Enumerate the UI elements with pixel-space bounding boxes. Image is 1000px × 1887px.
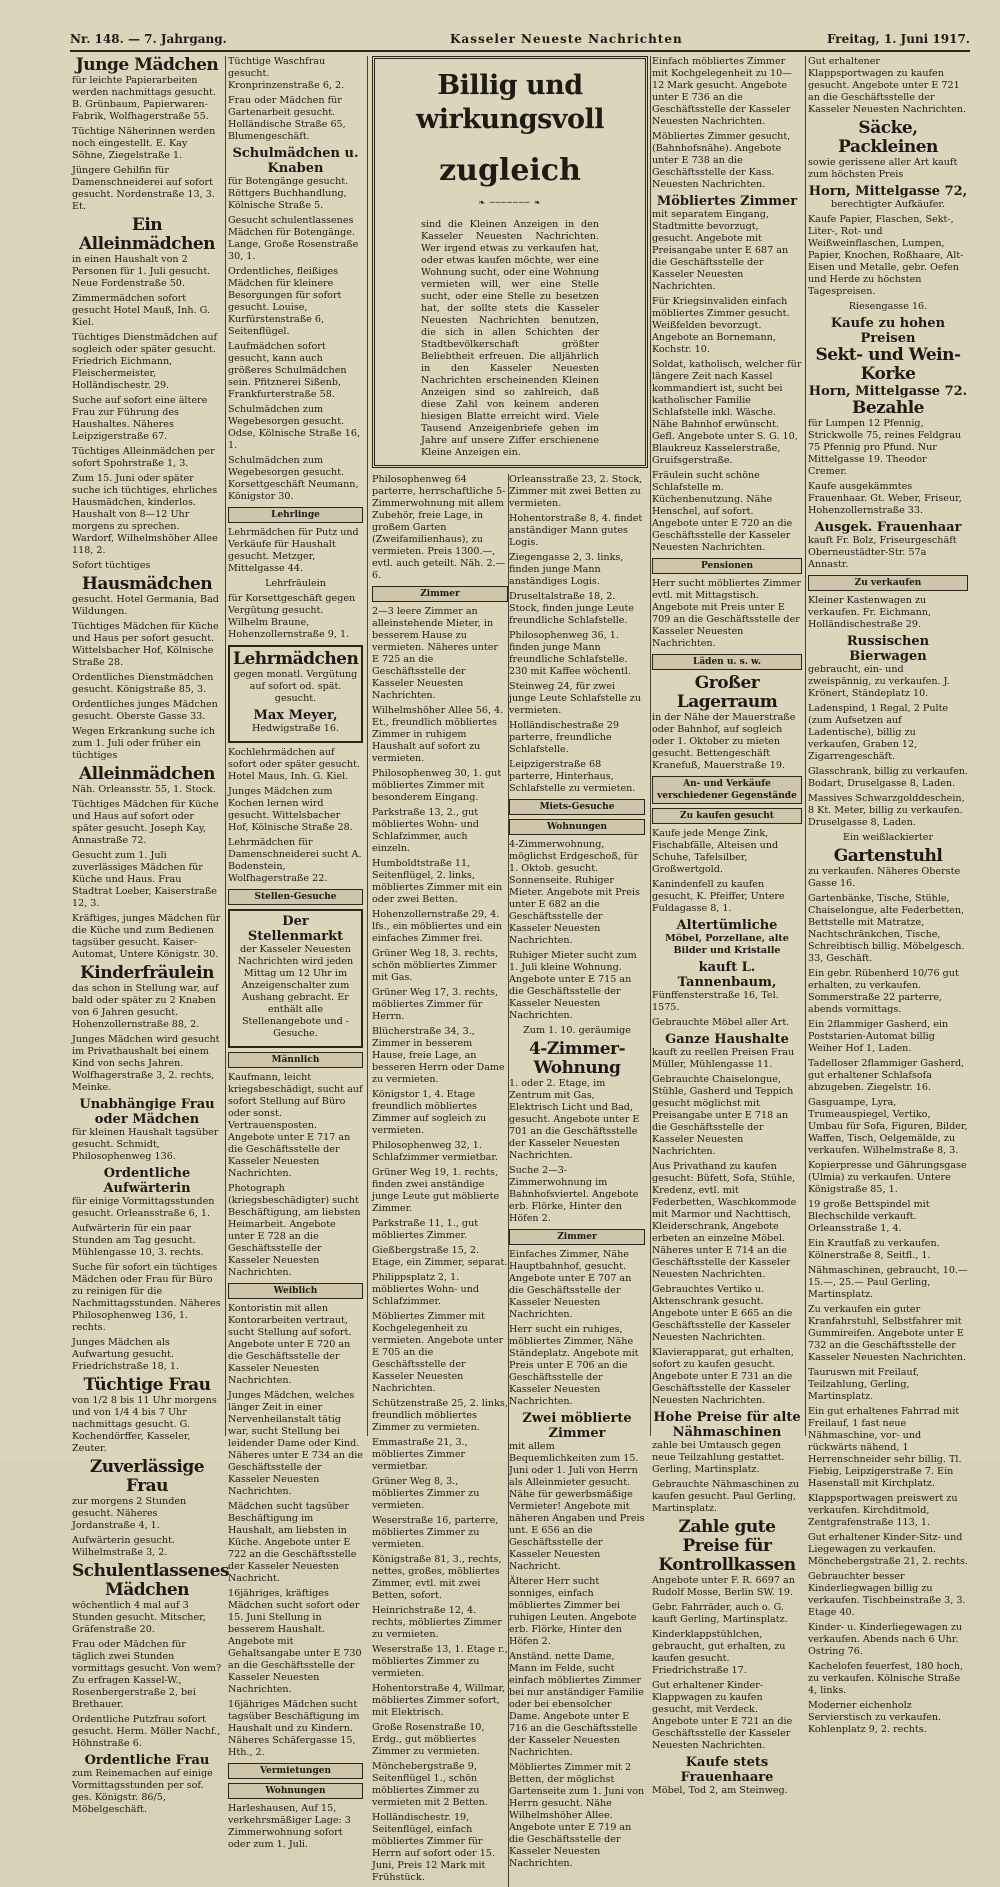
ad-text: Riesengasse 16. (848, 301, 928, 312)
ad-text: Nähmaschinen, gebraucht, 10.—15.—, 25.— Paul Gerling, Martinsplatz. (808, 1265, 968, 1300)
ad-subheading: kauft L. Tannenbaum, (677, 960, 777, 990)
ad-text: Kaufe ausgekämmtes Frauenhaar. Gt. Weber, Friseur, Hohenzollernstraße 33. (808, 481, 962, 516)
ad-text: Schulmädchen zum Wegebesorgen gesucht. Korsettgeschäft Neumann, Königstor 30. (228, 455, 359, 502)
column-divider (225, 56, 226, 1436)
ad-text: in der Nähe der Mauerstraße oder Bahnhof, auf sogleich oder 1. Oktober zu mieten gesucht. Bettengeschäft Kranefuß, Mauerstraße 19. (652, 712, 796, 771)
issue-date: Freitag, 1. Juni 1917. (826, 32, 970, 46)
ad-text: 16jähriges, kräftiges Mädchen sucht sofort oder 15. Juni Stellung in besserem Haushalt. Angebote mit Gehaltsangabe unter E 730 an die Geschäftsstelle der Kasseler Neuesten Nachrichten. (228, 1588, 362, 1695)
ad-text: Blücherstraße 34, 3., Zimmer in besserem Hause, freie Lage, an besseren Herrn oder Dame zu vermieten. (372, 1026, 505, 1085)
ad-text: Aufwärterin für ein paar Stunden am Tag gesucht. Mühlengasse 10, 3. rechts. (72, 1223, 204, 1258)
ad-text: Philosophenweg 64 parterre, herrschaftliche 5-Zimmerwohnung mit allem Zubehör, freie Lage, in großem Garten (Zweifamilienhaus), zu vermieten. Preis 1300.—, evtl. auch geteilt. Näh. 2.—6. (372, 474, 506, 581)
ad-text: Photograph (kriegsbeschädigter) sucht Beschäftigung, am liebsten Heimarbeit. Angebote unter E 728 an die Geschäftsstelle der Kasseler Neuesten Nachrichten. (228, 1183, 361, 1278)
ad-text: Gut erhaltener Kinder-Sitz- und Liegewagen zu verkaufen. Mönchebergstraße 21, 2. rechts. (808, 1532, 968, 1567)
ad-text: Hohentorstraße 8, 4. findet anständiger Mann gutes Logis. (509, 513, 643, 548)
ad-text: Grüner Weg 17, 3. rechts, möbliertes Zimmer für Herrn. (372, 987, 499, 1022)
ad-text: Parkstraße 13, 2., gut möbliertes Wohn- und Schlafzimmer, auch einzeln. (372, 807, 480, 854)
ad-subheading: Ganze Haushalte (665, 1032, 789, 1047)
ad-text: Herr sucht möbliertes Zimmer evtl. mit Mittagstisch. Angebote mit Preis unter E 709 an die Geschäftsstelle der Kasseler Neuesten Nachrichten. (652, 578, 801, 649)
ad-text: Zu verkaufen ein guter Kranfahrstuhl, Selbstfahrer mit Gummireifen. Angebote unter E 732 an die Geschäftsstelle der Kasseler Neuesten Nachrichten. (808, 1304, 967, 1363)
ad-text: Kanindenfell zu kaufen gesucht, K. Pfeiffer, Untere Fuldagasse 8, 1. (652, 879, 785, 914)
ad-text: Tüchtiges Mädchen für Küche und Haus auf sofort oder später gesucht. Joseph Kay, Annastraße 72. (72, 799, 219, 846)
ad-text: Weserstraße 16, parterre, möbliertes Zimmer zu vermieten. (372, 1515, 499, 1550)
ad-text: mit separatem Eingang, Stadtmitte bevorzugt, gesucht. Angebote mit Preisangabe unter E 687 an die Geschäftsstelle der Kasseler Neuesten Nachrichten. (652, 209, 789, 292)
ad-text: Massives Schwarzgolddeschein, 8 Kt. Meter, billig zu verkaufen. Druselgasse 8, Laden. (808, 793, 965, 828)
ad-subheading: Horn, Mittelgasse 72. (808, 384, 968, 399)
ad-text: Hohentorstraße 4, Willmar, möbliertes Zimmer sofort, mit Elektrisch. (372, 1683, 506, 1718)
ad-text: Frau oder Mädchen für Gartenarbeit gesucht. Holländische Straße 65, Blumengeschäft. (228, 95, 346, 142)
ad-text: der Kasseler Neuesten Nachrichten wird jeden Mittag um 12 Uhr im Anzeigenschalter zum Aushang gebracht. Er enthält alle Stellenangebote und -Gesuche. (237, 944, 354, 1039)
ad-text: Junges Mädchen, welches länger Zeit in einer Nervenheilanstalt tätig war, sucht Stellung bei leidender Dame oder Kind. Näheres unter E 734 an die Geschäftsstelle der Kasseler Neuesten Nachrichten. (228, 1390, 363, 1497)
ad-text: Ordentliche Putzfrau sofort gesucht. Herm. Möller Nachf., Höhnstraße 6. (72, 1714, 221, 1749)
column-4 (652, 56, 802, 1796)
column-5 (808, 56, 968, 1735)
ad-heading: Ein Alleinmädchen (78, 215, 216, 254)
ad-text: Schützenstraße 25, 2. links, freundlich möbliertes Zimmer zu vermieten. (372, 1398, 508, 1433)
ad-text: Fünffensterstraße 16, Tel. 1575. (652, 990, 779, 1013)
section-header: Wohnungen (509, 819, 645, 835)
ad-text: 1. oder 2. Etage, im Zentrum mit Gas, Elektrisch Licht und Bad, gesucht. Angebote unter E 701 an die Geschäftsstelle der Kasseler Neuesten Nachrichten. (509, 1078, 640, 1161)
ad-heading: Gartenstuhl (833, 846, 943, 866)
ad-subheading: Kaufe zu hohen Preisen (830, 316, 946, 346)
ad-text: Möbliertes Zimmer mit 2 Betten, der möglichst Gartenseite zum 1. Juni von Herrn gesucht. Nähe Wilhelmshöher Allee. Angebote unter E 719 an die Geschäftsstelle der Kasseler Neuesten Nachrichten. (509, 1762, 645, 1869)
section-header: Zu verkaufen (808, 575, 968, 591)
column-3b (509, 474, 645, 1887)
ad-text: Grüner Weg 8, 3., möbliertes Zimmer zu vermieten. (372, 1476, 480, 1511)
ad-text: von 1/2 8 bis 11 Uhr morgens und von 1/4 4 bis 7 Uhr nachmittags gesucht. G. Kochendörffer, Kasseler, Zeuter. (72, 1395, 217, 1454)
ad-text: Hedwigstraße 16. (251, 723, 340, 734)
ad-text: Philippsplatz 2, 1. möbliertes Wohn- und Schlafzimmer. (372, 1272, 480, 1307)
issue-number: Nr. 148. — 7. Jahrgang. (70, 32, 227, 46)
section-header: Wohnungen (228, 1783, 363, 1799)
ad-text: Kopierpresse und Gährungsgase (Ulmia) zu verkaufen. Untere Königstraße 85, 1. (808, 1160, 967, 1195)
ad-text: Philosophenweg 32, 1. Schlafzimmer vermietbar. (372, 1140, 498, 1163)
ad-text: Ordentliches, fleißiges Mädchen für kleinere Besorgungen für sofort gesucht. Louise, Kurfürstenstraße 6, Seitenflügel. (228, 266, 342, 337)
ad-text: Gebrauchter besser Kinderliegwagen billig zu verkaufen. Tischbeinstraße 3, 3. Etage 40. (808, 1571, 966, 1618)
ad-text: Ruhiger Mieter sucht zum 1. Juli kleine Wohnung. Angebote unter E 715 an die Geschäftsstelle der Kasseler Neuesten Nachrichten. (509, 950, 637, 1021)
ad-text: Lehrmädchen für Putz und Verkäufe für Haushalt gesucht. Metzger, Mittelgasse 44. (228, 527, 359, 574)
masthead (70, 28, 970, 50)
ad-text: Anständ. nette Dame, Mann im Felde, sucht einfach möbliertes Zimmer bei nur anständiger Familie oder bei ebensolcher Dame. Angebote unter E 716 an die Geschäftsstelle der Kasseler Neuesten Nachrichten. (509, 1651, 644, 1758)
feature-text: sind die Kleinen Anzeigen in den Kasseler Neuesten Nachrichten. Wer irgend etwas zu verkaufen hat, oder etwas kaufen möchte, wer eine Wohnung sucht, oder eine Wohnung vermieten will, wer eine Stelle sucht, oder eine Stelle zu besetzen hat, der sollte stets die Kasseler Neuesten Nachrichten benutzen, die sich in allen Schichten der Stadtbevölkerschaft größter Beliebtheit erfreuen. Die alljährlich in den Kasseler Neuesten Nachrichten erscheinenden Kleinen Anzeigen sind so zahlreich, daß diese Zahl von keinem anderen hiesigen Blatte erreicht wird. Viele Tausend Anzeigenbriefe gehen im Jahre auf unsere Ziffer erschienene Kleine Anzeigen ein. (421, 219, 599, 458)
column-divider (650, 56, 651, 1436)
ad-text: zahle bei Umtausch gegen neue Teilzahlung gestattet. Gerling, Martinsplatz. (652, 1440, 785, 1475)
ad-text: Weserstraße 13, 1. Etage r., möbliertes Zimmer zu vermieten. (372, 1644, 508, 1679)
section-header: Weiblich (228, 1283, 363, 1299)
ad-text: für Korsettgeschäft gegen Vergütung gesucht. Wilhelm Braune, Hohenzollernstraße 9, 1. (228, 593, 356, 640)
ornament-divider: ❧ ─────── ❧ (478, 198, 542, 207)
column-divider (367, 56, 368, 1436)
ad-text: Aus Privathand zu kaufen gesucht: Büfett, Sofa, Stühle, Kredenz, evtl. mit Federbetten, Waschkommode mit Marmor und Nachttisch, Kleiderschrank, Angebote erbeten an einzelne Möbel. Näheres unter E 714 an die Geschäftsstelle der Kasseler Neuesten Nachrichten. (652, 1161, 797, 1280)
ad-text: Kontoristin mit allen Kontorarbeiten vertraut, sucht Stellung auf sofort. Angebote unter E 720 an die Geschäftsstelle der Kasseler Neuesten Nachrichten. (228, 1303, 352, 1386)
ad-text: kauft Fr. Bolz, Friseurgeschäft Oberneustädter-Str. 57a Annastr. (808, 535, 957, 570)
ad-text: 16jähriges Mädchen sucht tagsüber Beschäftigung im Haushalt und zu Kindern. Näheres Schäfergasse 15, Hth., 2. (228, 1699, 360, 1758)
ad-text: Kaufe Papier, Flaschen, Sekt-, Liter-, Rot- und Weißweinflaschen, Lumpen, Papier, Knochen, Roßhaare, Alt-Eisen und Metalle, gebr. Oefen und Herde zu höchsten Tagespreisen. (808, 214, 964, 297)
section-header: Männlich (228, 1052, 363, 1068)
boxed-ad (228, 645, 363, 743)
ad-text: Steinweg 24, für zwei junge Leute Schlafstelle zu vermieten. (509, 681, 642, 716)
ad-text: für kleinen Haushalt tagsüber gesucht. Schmidt, Philosophenweg 136. (72, 1127, 219, 1162)
ad-text: Gebrauchtes Vertiko u. Aktenschrank gesucht. Angebote unter E 665 an die Geschäftsstelle der Kasseler Neuesten Nachrichten. (652, 1284, 793, 1343)
ad-text: Ziegengasse 2, 3. links, finden junge Mann anständiges Logis. (509, 552, 624, 587)
ad-text: mit allem Bequemlichkeiten zum 15. Juni oder 1. Juli von Herrn als Alleinmieter gesucht. Nähe für gewerbsmäßige Vermieter! Angebote mit näheren Angaben und Preis unt. E 656 an die Geschäftsstelle der Kasseler Neuesten Nachricht. (509, 1441, 645, 1572)
feature-headline: Billig und wirkungsvoll (416, 70, 604, 135)
ad-text: 19 große Bettspindel mit Blechschilde verkauft. Orleansstraße 1, 4. (808, 1199, 930, 1234)
ad-text: Angebote unter F. R. 6697 an Rudolf Mosse, Berlin SW. 19. (652, 1575, 795, 1598)
ad-heading: Zahle gute Preise für Kontrollkassen (658, 1517, 796, 1575)
section-header: Zimmer (372, 586, 508, 602)
ad-text: Möbliertes Zimmer gesucht, (Bahnhofsnähe). Angebote unter E 738 an die Geschäftsstelle der Kass. Neuesten Nachrichten. (652, 131, 791, 190)
section-header: Läden u. s. w. (652, 654, 802, 670)
ad-text: Möbel, Porzellane, alte Bilder und Kristalle (665, 933, 789, 956)
ad-text: Gesucht zum 1. Juli zuverlässiges Mädchen für Küche und Haus. Frau Stadtrat Loeber, Kaiserstraße 12, 3. (72, 850, 217, 909)
ad-text: Gießbergstraße 15, 2. Etage, ein Zimmer, separat. (372, 1245, 508, 1268)
ad-text: Suche auf sofort eine ältere Frau zur Führung des Haushaltes. Näheres Leipzigerstraße 67. (72, 395, 208, 442)
column-divider (805, 56, 806, 1436)
ad-text: Junges Mädchen als Aufwartung gesucht. Friedrichstraße 18, 1. (72, 1337, 180, 1372)
ad-text: Für Kriegsinvaliden einfach möbliertes Zimmer gesucht. Weißfelden bevorzugt. Angebote an Bornemann, Kochstr. 10. (652, 296, 790, 355)
ad-subheading: Horn, Mittelgasse 72, (808, 184, 968, 199)
section-header: Stellen-Gesuche (228, 889, 363, 905)
boxed-ad (228, 909, 363, 1048)
ad-heading: Schulentlassenes Mädchen (72, 1561, 230, 1600)
ad-text: Wegen Erkrankung suche ich zum 1. Juli oder früher ein tüchtiges (72, 726, 216, 761)
ad-text: Kinderklappstühlchen, gebraucht, gut erhalten, zu kaufen gesucht. Friedrichstraße 17. (652, 1629, 786, 1676)
ad-text: Humboldtstraße 11, Seitenflügel, 2. links, möbliertes Zimmer mit ein oder zwei Betten. (372, 858, 503, 905)
ad-text: Leipzigerstraße 68 parterre, Hinterhaus, Schlafstelle zu vermieten. (509, 759, 636, 794)
ad-heading: Hausmädchen (81, 574, 213, 594)
ad-text: Kleiner Kastenwagen zu verkaufen. Fr. Eichmann, Holländischestraße 29. (808, 595, 932, 630)
ad-text: Tüchtiges Alleinmädchen per sofort Spohrstraße 1, 3. (72, 446, 215, 469)
ad-text: Kachelofen feuerfest, 180 hoch, zu verkaufen. Kölnische Straße 4, links. (808, 1661, 964, 1696)
ad-text: Königstraße 81, 3., rechts, nettes, großes, möbliertes Zimmer, evtl. mit zwei Betten, sofort. (372, 1554, 502, 1601)
ad-subheading: Kaufe stets Frauenhaare (680, 1755, 774, 1785)
column-3 (372, 56, 648, 1883)
ad-heading: Zuverlässige Frau (89, 1457, 205, 1496)
ad-text: Grüner Weg 19, 1. rechts, finden zwei anständige junge Leute gut möblierte Zimmer. (372, 1167, 500, 1214)
ad-text: Einfach möbliertes Zimmer mit Kochgelegenheit zu 10—12 Mark gesucht. Angebote unter E 736 an die Geschäftsstelle der Kasseler Neuesten Nachrichten. (652, 56, 792, 127)
ad-text: Holländischestr. 19, Seitenflügel, einfach möbliertes Zimmer für Herrn auf sofort oder 15. Juni, Preis 12 Mark mit Frühstück. (372, 1812, 495, 1883)
ad-text: für Lumpen 12 Pfennig, Strickwolle 75, reines Feldgrau 75 Pfennig pro Pfund. Nur Mittelgasse 19. Theodor Cremer. (808, 418, 962, 477)
ad-text: Laufmädchen sofort gesucht, kann auch größeres Schulmädchen sein. Pfitznerei Sißenb, Frankfurterstraße 58. (228, 341, 347, 400)
ad-text: Gut erhaltener Kinder-Klappwagen zu kaufen gesucht, mit Verdeck. Angebote unter E 721 an die Geschäftsstelle der Kasseler Neuesten Nachrichten. (652, 1680, 793, 1751)
ad-text: Ordentliches junges Mädchen gesucht. Oberste Gasse 33. (72, 699, 218, 722)
section-header: Zimmer (509, 1229, 645, 1245)
ad-text: Lehrfräulein (265, 578, 326, 589)
ad-heading: 4-Zimmer-Wohnung (528, 1039, 626, 1078)
ad-text: Tadelloser 2flammiger Gasherd, gut erhaltener Schlafsofa abzugeben. Ziegelstr. 16. (808, 1058, 965, 1093)
ad-text: Philosophenweg 30, 1. gut möbliertes Zimmer mit besonderem Eingang. (372, 768, 502, 803)
ad-text: berechtigter Aufkäufer. (830, 199, 946, 210)
ad-text: Ein weißlackierter (842, 832, 934, 843)
ad-text: gesucht. Hotel Germania, Bad Wildungen. (72, 594, 219, 617)
ad-text: Junges Mädchen wird gesucht im Privathaushalt bei einem Kind von sechs Jahren. Wolfhagerstraße 3, 2. rechts, Meinke. (72, 1034, 220, 1093)
ad-text: Ordentliches Dienstmädchen gesucht. Königstraße 85, 3. (72, 672, 214, 695)
newspaper-title: Kasseler Neueste Nachrichten (450, 32, 683, 46)
feature-ad-box (372, 56, 648, 468)
ad-text: Gasguampe, Lyra, Trumeauspiegel, Vertiko, Umbau für Sofa, Figuren, Bilder, Waffen, Tisch, Oelgemälde, zu verkaufen. Wilhelmstraße 8, 3. (808, 1097, 968, 1156)
ad-subheading: Zwei möblierte Zimmer (522, 1411, 632, 1441)
ad-text: Lehrmädchen für Damenschneiderei sucht A. Bodenstein, Wolfhagerstraße 22. (228, 837, 362, 884)
ad-text: sowie gerissene aller Art kauft zum höchsten Preis (808, 157, 958, 180)
ad-text: Sofort tüchtiges (72, 560, 151, 571)
ad-text: 2—3 leere Zimmer an alleinstehende Mieter, in besserem Hause zu vermieten. Näheres unter E 725 an die Geschäftsstelle der Kasseler Neuesten Nachrichten. (372, 606, 499, 701)
ad-text: Gut erhaltener Klappsportwagen zu kaufen gesucht. Angebote unter E 721 an die Geschäftsstelle der Kasseler Neuesten Nachrichten. (808, 56, 967, 115)
ad-text: Mönchebergstraße 9, Seitenflügel 1., schön möbliertes Zimmer zu vermieten mit 2 Betten. (372, 1761, 488, 1808)
ad-text: Holländischestraße 29 parterre, freundliche Schlafstelle. (509, 720, 619, 755)
section-header: An- und Verkäufe verschiedener Gegenstände (652, 776, 802, 804)
column-3-subcolumns (372, 474, 648, 1887)
ad-text: Fräulein sucht schöne Schlafstelle m. Küchenbenutzung. Nähe Henschel, auf sofort. Angebote unter E 720 an die Geschäftsstelle der Kasseler Neuesten Nachrichten. (652, 470, 793, 553)
ad-text: zur morgens 2 Stunden gesucht. Näheres Jordanstraße 4, 1. (72, 1496, 187, 1531)
ad-text: Ein gut erhaltenes Fahrrad mit Freilauf, 1 fast neue Nähmaschine, vor- und rückwärts nähend, 1 Herrenschneider sehr billig. Tl. Fiebig, Leipzigerstraße 7. Ein Hasenstall mit Kirchplatz. (808, 1406, 962, 1489)
ad-text: Tüchtige Näherinnen werden noch eingestellt. E. Kay Söhne, Ziegelstraße 1. (72, 126, 216, 161)
ad-subheading: Möbliertes Zimmer (656, 194, 798, 209)
ad-text: Emmastraße 21, 3., möbliertes Zimmer vermietbar. (372, 1437, 468, 1472)
ad-text: Älterer Herr sucht sonniges, einfach möbliertes Zimmer bei ruhigen Leuten. Angebote erb. Flörke, Hinter den Höfen 2. (509, 1576, 637, 1647)
ad-text: Klavierapparat, gut erhalten, sofort zu kaufen gesucht. Angebote unter E 731 an die Geschäftsstelle der Kasseler Neuesten Nachrichten. (652, 1347, 794, 1406)
ad-heading: Säcke, Packleinen (838, 118, 938, 157)
ad-text: Ladenspind, 1 Regal, 2 Pulte (zum Aufsetzen auf Ladentische), billig zu verkaufen, Graben 12, Zigarrengeschäft. (808, 703, 949, 762)
ad-text: zum Reinemachen auf einige Vormittagsstunden per sof. ges. Königstr. 86/5, Möbelgeschäft. (72, 1768, 213, 1815)
ad-text: in einen Haushalt von 2 Personen für 1. Juli gesucht. Neue Fordenstraße 50. (72, 254, 211, 289)
ad-heading: Alleinmädchen (78, 764, 216, 784)
ad-heading: Tüchtige Frau (83, 1375, 211, 1395)
ad-text: Moderner eichenholz Servierstisch zu verkaufen. Kohlenplatz 9, 2. rechts. (808, 1700, 942, 1735)
ad-text: Schulmädchen zum Wegebesorgen gesucht. Odse, Kölnische Straße 16, 1. (228, 404, 361, 451)
ad-text: Zum 15. Juni oder später suche ich tüchtiges, ehrliches Hausmädchen, kinderlos. Haushalt von 8—12 Uhr morgens zu sprechen. Wardorf, Wilhelmshöher Allee 118, 2. (72, 473, 218, 556)
ad-text: Gesucht schulentlassenes Mädchen für Botengänge. Lange, Große Rosenstraße 30, 1. (228, 215, 359, 262)
ad-text: Hohenzollernstraße 29, 4. lfs., ein möbliertes und ein einfaches Zimmer frei. (372, 909, 503, 944)
ad-text: Gartenbänke, Tische, Stühle, Chaiselongue, alte Federbetten, Bettstelle mit Matratze, Nachtschränkchen, Tische, Schreibtisch billig. Möbelgesch. 33, Geschäft. (808, 893, 965, 964)
column-2 (228, 56, 363, 1850)
ad-text: zu verkaufen. Näheres Oberste Gasse 16. (808, 866, 961, 889)
ad-text: Parkstraße 11, 1., gut möbliertes Zimmer. (372, 1218, 479, 1241)
ad-text: Kaufe jede Menge Zink, Fischabfälle, Alteisen und Schuhe, Tafelsilber, Großwertgold. (652, 828, 779, 875)
ad-subheading: Altertümliche (676, 918, 778, 933)
ad-text: Grüner Weg 18, 3. rechts, schön möbliertes Zimmer mit Gas. (372, 948, 499, 983)
ad-text: Ein 2flammiger Gasherd, ein Poststarien-Automat billig Weiher Hof 1, Laden. (808, 1019, 949, 1054)
ad-heading: Bezahle (852, 398, 924, 418)
ad-text: Heinrichstraße 12, 4. rechts, möbliertes Zimmer zu vermieten. (372, 1605, 502, 1640)
ad-text: 4-Zimmerwohnung, möglichst Erdgeschoß, für 1. Oktob. gesucht. Sonnenseite. Ruhiger Mieter. Angebote mit Preis unter E 682 an die Geschäftsstelle der Kasseler Neuesten Nachrichten. (509, 839, 640, 946)
ad-text: für leichte Papierarbeiten werden nachmittags gesucht. B. Grünbaum, Papierwaren-Fabrik, Wolfhagerstraße 55. (72, 75, 217, 122)
ad-text: Möbliertes Zimmer mit Kochgelegenheit zu vermieten. Angebote unter E 705 an die Geschäftsstelle der Kasseler Neuesten Nachrichten. (372, 1311, 504, 1394)
ad-text: für einige Vormittagsstunden gesucht. Orleansstraße 6, 1. (72, 1196, 215, 1219)
ad-text: Mädchen sucht tagsüber Beschäftigung im Haushalt, am liebsten in Küche. Angebote unter E 722 an die Geschäftsstelle der Kasseler Neuesten Nachricht. (228, 1501, 357, 1584)
ad-text: Gebr. Fahrräder, auch o. G. kauft Gerling, Martinsplatz. (652, 1602, 788, 1625)
ad-text: Tüchtige Waschfrau gesucht. Kronprinzenstraße 6, 2. (228, 56, 345, 91)
ad-text: Glasschrank, billig zu verkaufen. Bodart, Druselgasse 8, Laden. (808, 766, 968, 789)
ad-text: Tauruswn mit Freilauf, Teilzahlung, Gerling, Martinsplatz. (808, 1367, 919, 1402)
ad-heading: Junge Mädchen (75, 55, 219, 75)
ad-subheading: Ordentliche Aufwärterin (103, 1166, 191, 1196)
ad-text: Soldat, katholisch, welcher für längere Zeit nach Kassel kommandiert ist, sucht bei katholischer Familie Schlafstelle inkl. Wäsche. Nähe Bahnhof erwünscht. Gefl. Angebote unter S. G. 10, Blaukreuz Kasselerstraße, Gruifsgerstraße. (652, 359, 802, 466)
section-header: Vermietungen (228, 1763, 363, 1779)
ad-text: Zimmermädchen sofort gesucht Hotel Mauß, Inh. G. Kiel. (72, 293, 211, 328)
ad-text: Suche für sofort ein tüchtiges Mädchen oder Frau für Büro zu reinigen für die Nachmittagsstunden. Näheres Philosophenweg 136, 1. rechts. (72, 1262, 221, 1333)
section-header: Lehrlinge (228, 507, 363, 523)
ad-text: Herr sucht ein ruhiges, möbliertes Zimmer, Nähe Ständeplatz. Angebote mit Preis unter E 706 an die Geschäftsstelle der Kasseler Neuesten Nachrichten. (509, 1324, 639, 1407)
ad-subheading: Unabhängige Frau oder Mädchen (79, 1097, 215, 1127)
ad-text: für Botengänge gesucht. Röttgers Buchhandlung, Kölnische Straße 5. (228, 176, 349, 211)
ad-subheading: Max Meyer, (253, 708, 338, 723)
ad-text: Möbel, Tod 2, am Steinweg. (652, 1785, 788, 1796)
ad-text: Aufwärterin gesucht. Wilhelmstraße 3, 2. (72, 1535, 175, 1558)
section-header: Pensionen (652, 558, 802, 574)
ad-text: Königstor 1, 4. Etage freundlich möbliertes Zimmer auf sogleich zu vermieten. (372, 1089, 487, 1136)
ad-subheading: Ordentliche Frau (84, 1753, 210, 1768)
ad-text: Kaufmann, leicht kriegsbeschädigt, sucht auf sofort Stellung auf Büro oder sonst. Vertrauensposten. Angebote unter E 717 an die Geschäftsstelle der Kasseler Neuesten Nachrichten. (228, 1072, 363, 1179)
ad-heading: Lehrmädchen (233, 649, 359, 669)
ad-text: Gebrauchte Möbel aller Art. (652, 1017, 790, 1028)
ad-text: Näh. Orleansstr. 55, 1. Stock. (72, 784, 216, 795)
ad-text: Kinder- u. Kinderliegewagen zu verkaufen. Abends nach 6 Uhr. Ostring 76. (808, 1622, 963, 1657)
ad-subheading: Hohe Preise für alte Nähmaschinen (653, 1410, 801, 1440)
column-3a (372, 474, 508, 1887)
ad-text: Klappsportwagen preiswert zu verkaufen. Kirchditmold, Zentgrafenstraße 113, 1. (808, 1493, 958, 1528)
ad-text: Philosophenweg 36, 1. finden junge Mann freundliche Schlafstelle. 230 mit Kaffee wöchentl. (509, 630, 631, 677)
ad-text: Harleshausen, Auf 15, verkehrsmäßiger Lage: 3 Zimmerwohnung sofort oder zum 1. Juli. (228, 1803, 351, 1850)
ad-text: Orleansstraße 23, 2. Stock, Zimmer mit zwei Betten zu vermieten. (509, 474, 643, 509)
feature-subhead: zugleich (439, 153, 581, 188)
ad-text: Jüngere Gehilfin für Damenschneiderei auf sofort gesucht. Nordenstraße 13, 3. Et. (72, 165, 215, 212)
ad-subheading: Russischen Bierwagen (846, 634, 930, 664)
ad-text: Gebrauchte Nähmaschinen zu kaufen gesucht. Paul Gerling, Martinsplatz. (652, 1479, 800, 1514)
ad-text: kauft zu reellen Preisen Frau Müller, Mühlengasse 11. (652, 1047, 795, 1070)
column-1 (72, 55, 230, 1815)
ad-text: Große Rosenstraße 10, Erdg., gut möbliertes Zimmer zu vermieten. (372, 1722, 485, 1757)
ad-text: Tüchtiges Mädchen für Küche und Haus per sofort gesucht. Wittelsbacher Hof, Kölnische Straße 28. (72, 621, 219, 668)
ad-subheading: Ausgek. Frauenhaar (814, 520, 962, 535)
ad-subheading: Der Stellenmarkt (247, 914, 344, 944)
ad-text: Druseltalstraße 18, 2. Stock, finden junge Leute freundliche Schlafstelle. (509, 591, 635, 626)
ad-text: Kräftiges, junges Mädchen für die Küche und zum Bedienen tagsüber gesucht. Kaiser-Automat, Untere Königstr. 30. (72, 913, 221, 960)
ad-text: Gebrauchte Chaiselongue, Stühle, Gasherd und Teppich gesucht möglichst mit Preisangabe unter E 718 an die Geschäftsstelle der Kasseler Neuesten Nachrichten. (652, 1074, 794, 1157)
ad-text: Suche 2—3-Zimmerwohnung im Bahnhofsviertel. Angebote erb. Flörke, Hinter den Höfen 2. (509, 1165, 639, 1224)
section-header: Miets-Gesuche (509, 799, 645, 815)
ad-text: Junges Mädchen zum Kochen lernen wird gesucht. Wittelsbacher Hof, Kölnische Straße 28. (228, 786, 353, 833)
ad-text: Ein Krautfaß zu verkaufen. Kölnerstraße 8, Seitfl., 1. (808, 1238, 940, 1261)
ad-text: das schon in Stellung war, auf bald oder später zu 2 Knaben von 6 Jahren gesucht. Hohenzollernstraße 88, 2. (72, 983, 219, 1030)
section-header: Zu kaufen gesucht (652, 808, 802, 824)
ad-heading: Kinderfräulein (80, 963, 214, 983)
ad-text: Frau oder Mädchen für täglich zwei Stunden vormittags gesucht. Von wem? Zu erfragen Kassel-W., Rosenbergerstraße 2, bei Brethauer. (72, 1639, 222, 1710)
ad-text: gebraucht, ein- und zweispännig, zu verkaufen. J. Krönert, Ständeplatz 10. (808, 664, 950, 699)
ad-text: wöchentlich 4 mal auf 3 Stunden gesucht. Mitscher, Gräfenstraße 20. (72, 1600, 206, 1635)
ad-heading: Sekt- und Wein-Korke (815, 345, 961, 384)
ad-text: gegen monatl. Vergütung auf sofort od. spät. gesucht. (233, 669, 358, 704)
ad-text: Kochlehrmädchen auf sofort oder später gesucht. Hotel Maus, Inh. G. Kiel. (228, 747, 361, 782)
ad-text: Tüchtiges Dienstmädchen auf sogleich oder später gesucht. Friedrich Eichmann, Fleischermeister, Holländischestr. 29. (72, 332, 218, 391)
ad-text: Einfaches Zimmer, Nähe Hauptbahnhof, gesucht. Angebote unter E 707 an die Geschäftsstelle der Kasseler Neuesten Nachrichten. (509, 1249, 632, 1320)
ad-text: Wilhelmshöher Allee 56, 4. Et., freundlich möbliertes Zimmer in ruhigem Haushalt auf sofort zu vermieten. (372, 705, 504, 764)
ad-heading: Großer Lagerraum (676, 673, 778, 712)
top-rule (70, 50, 970, 52)
ad-subheading: Schulmädchen u. Knaben (232, 146, 359, 176)
ad-text: Ein gebr. Rübenherd 10/76 gut erhalten, zu verkaufen. Sommerstraße 22 parterre, abends vormittags. (808, 968, 959, 1015)
ad-text: Zum 1. 10. geräumige (523, 1025, 631, 1036)
